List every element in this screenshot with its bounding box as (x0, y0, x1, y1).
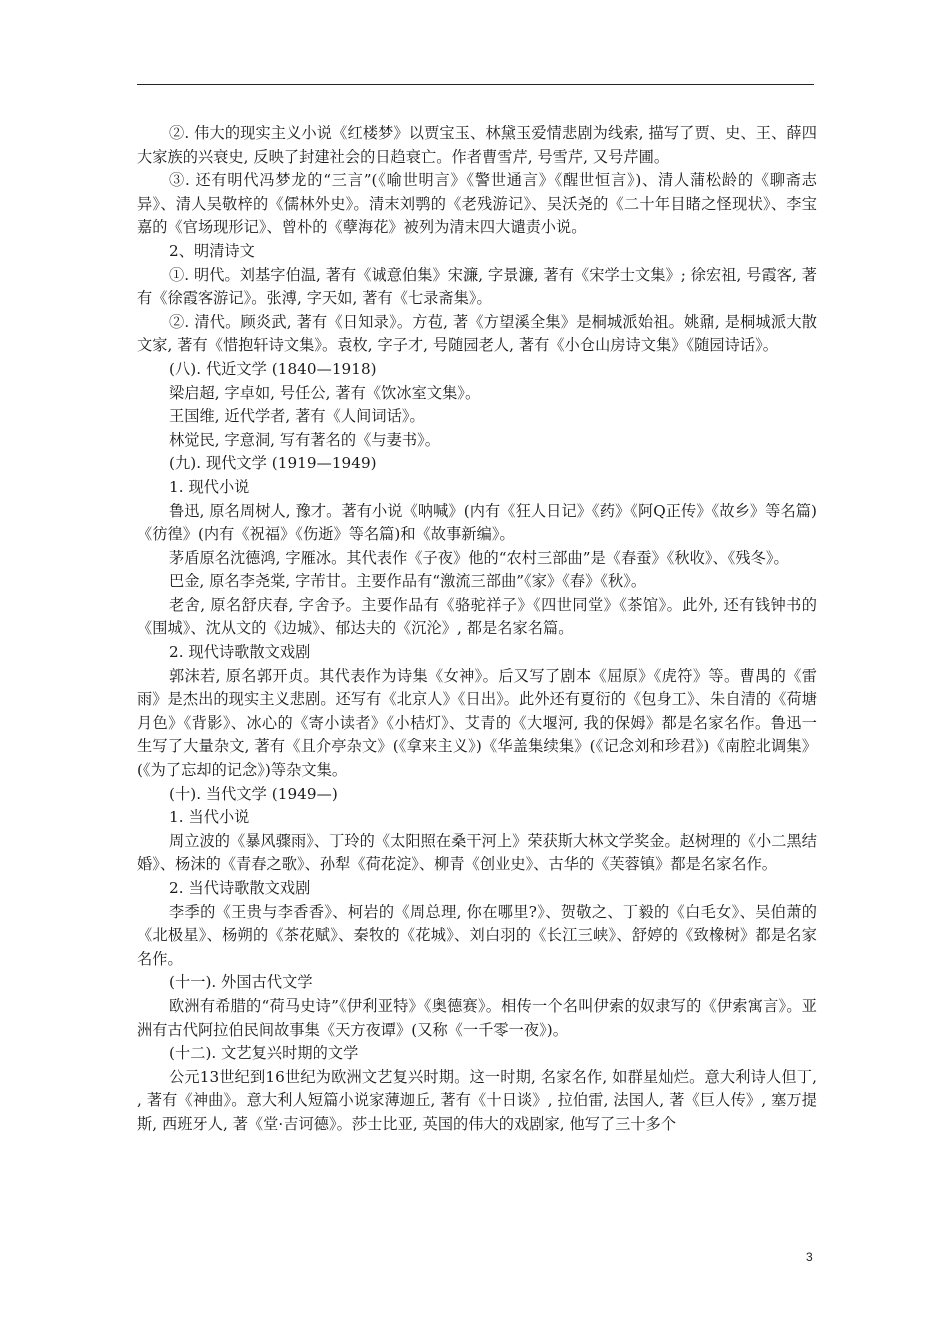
paragraph: 巴金, 原名李尧棠, 字芾甘。主要作品有“激流三部曲”《家》《春》《秋》。 (169, 572, 647, 591)
paragraph: ③. 还有明代冯梦龙的“三言”(《喻世明言》《警世通言》《醒世恒言》)、清人蒲松龄的《聊斋志异》、清人吴敬梓的《儒林外史》。清末刘鹗的《老残游记》、吴沃尧的《二十年目睹之怪现状》、李宝嘉的《官场现形记》、曾朴的《孽海花》被列为清末四大谴责小说。 (137, 171, 817, 237)
section-heading: (十二). 文艺复兴时期的文学 (169, 1044, 359, 1063)
subsection-heading: 2. 现代诗歌散文戏剧 (169, 643, 311, 662)
subsection-heading: 1. 现代小说 (169, 477, 250, 496)
subsection-heading: 1. 当代小说 (169, 808, 250, 827)
paragraph: 公元13世纪到16世纪为欧洲文艺复兴时期。这一时期, 名家名作, 如群星灿烂。意大利诗人但丁, , 著有《神曲》。意大利人短篇小说家薄迦丘, 著有《十日谈》, 拉伯雷, 法国人, 著《巨人传》, 塞万提斯, 西班牙人, 著《堂·吉诃德》。莎士比亚, 英国的伟大的戏剧家, 他写了三十多个 (137, 1067, 817, 1133)
section-heading: (十一). 外国古代文学 (169, 973, 313, 992)
paragraph: 王国维, 近代学者, 著有《人间词话》。 (169, 407, 425, 426)
paragraph: 老舍, 原名舒庆春, 字舍予。主要作品有《骆驼祥子》《四世同堂》《茶馆》。此外, 还有钱钟书的《围城》、沈从文的《边城》、郁达夫的《沉沦》, 都是名家名篇。 (137, 595, 817, 638)
section-heading: (八). 代近文学 (1840—1918) (169, 359, 377, 378)
section-heading: 2、明清诗文 (169, 241, 255, 260)
section-heading: (十). 当代文学 (1949—) (169, 784, 338, 803)
paragraph: 郭沫若, 原名郭开贞。其代表作为诗集《女神》。后又写了剧本《屈原》《虎符》等。曹禺的《雷雨》是杰出的现实主义悲剧。还写有《北京人》《日出》。此外还有夏衍的《包身工》、朱自清的《荷塘月色》《背影》、冰心的《寄小读者》《小桔灯》、艾青的《大堰河, 我的保姆》都是名家名作。鲁迅一生写了大量杂文, 著有《且介亭杂文》(《拿来主义》)《华盖集续集》(《记念刘和珍君》)《南腔北调集》(《为了忘却的记念》)等杂文集。 (137, 666, 817, 780)
paragraph: 林觉民, 字意洞, 写有著名的《与妻书》。 (169, 430, 440, 449)
paragraph: 梁启超, 字卓如, 号任公, 著有《饮冰室文集》。 (169, 383, 481, 402)
document-body (137, 122, 817, 1137)
paragraph: 欧洲有希腊的“荷马史诗”《伊利亚特》《奥德赛》。相传一个名叫伊索的奴隶写的《伊索寓言》。亚洲有古代阿拉伯民间故事集《天方夜谭》(又称《一千零一夜》)。 (137, 996, 817, 1039)
paragraph: 鲁迅, 原名周树人, 豫才。著有小说《呐喊》(内有《狂人日记》《药》《阿Q正传》《故乡》等名篇)《彷徨》(内有《祝福》《伤逝》等名篇)和《故事新编》。 (137, 501, 817, 544)
paragraph: ②. 伟大的现实主义小说《红楼梦》以贾宝玉、林黛玉爱情悲剧为线索, 描写了贾、史、王、薛四大家族的兴衰史, 反映了封建社会的日趋衰亡。作者曹雪芹, 号雪芹, 又号芹圃。 (137, 124, 817, 166)
page-number: 3 (806, 1250, 813, 1264)
paragraph: ①. 明代。刘基字伯温, 著有《诚意伯集》宋濂, 字景濂, 著有《宋学士文集》; 徐宏祖, 号霞客, 著有《徐霞客游记》。张溥, 字天如, 著有《七录斋集》。 (137, 265, 817, 308)
section-heading: (九). 现代文学 (1919—1949) (169, 454, 377, 473)
paragraph: ②. 清代。顾炎武, 著有《日知录》。方苞, 著《方望溪全集》是桐城派始祖。姚鼐, 是桐城派大散文家, 著有《惜抱轩诗文集》。袁枚, 字子才, 号随园老人, 著有《小仓山房诗文集》《随园诗话》。 (137, 312, 817, 355)
paragraph: 李季的《王贵与李香香》、柯岩的《周总理, 你在哪里?》、贺敬之、丁毅的《白毛女》、吴伯萧的《北极星》、杨朔的《茶花赋》、秦牧的《花城》、刘白羽的《长江三峡》、舒婷的《致橡树》都是名家名作。 (137, 902, 817, 968)
header-rule (137, 84, 814, 85)
subsection-heading: 2. 当代诗歌散文戏剧 (169, 879, 311, 897)
paragraph: 周立波的《暴风骤雨》、丁玲的《太阳照在桑干河上》荣获斯大林文学奖金。赵树理的《小二黑结婚》、杨沫的《青春之歌》、孙犁《荷花淀》、柳青《创业史》、古华的《芙蓉镇》都是名家名作。 (137, 831, 817, 874)
paragraph: 茅盾原名沈德鸿, 字雁冰。其代表作《子夜》他的“农村三部曲”是《春蚕》《秋收》、《残冬》。 (169, 548, 789, 567)
